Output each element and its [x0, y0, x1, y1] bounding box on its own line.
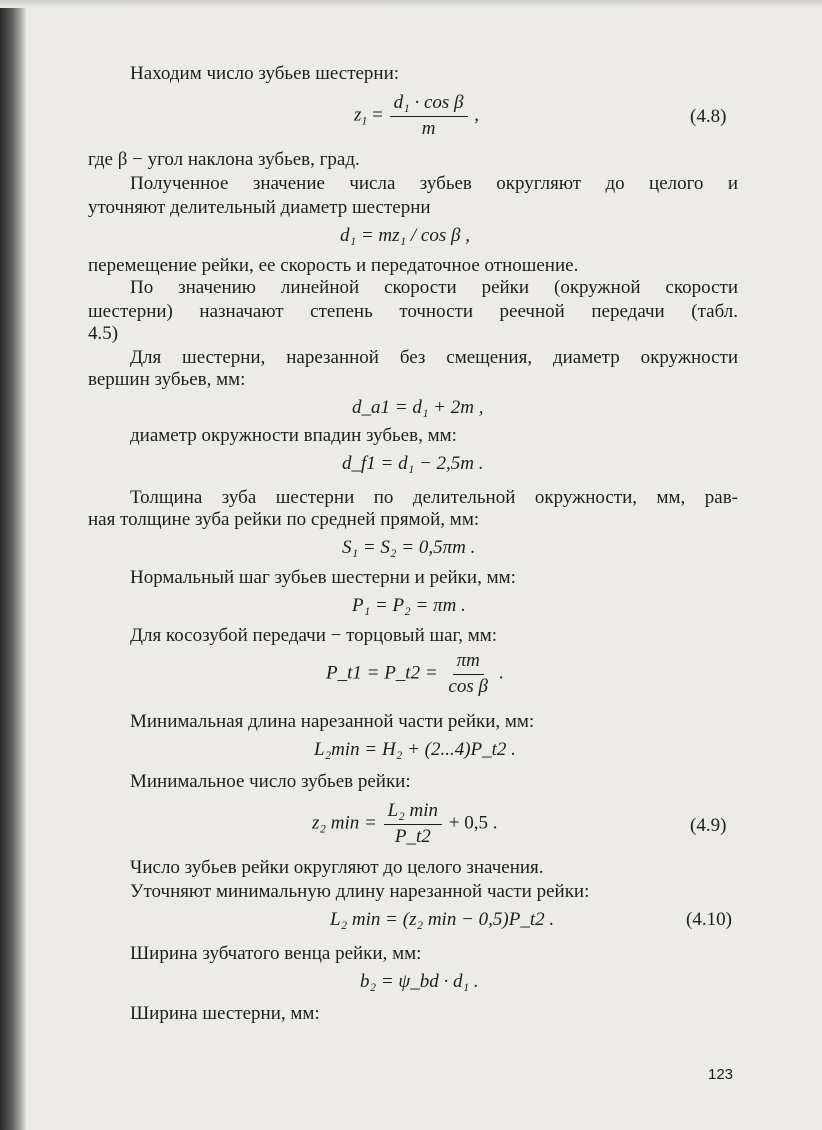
text-line: Ширина зубчатого венца рейки, мм:	[130, 943, 422, 964]
fraction	[384, 800, 442, 848]
equation-da1: d_a1 = d₁ + 2m ,	[352, 397, 484, 418]
text-line: уточняют делительный диаметр шестерни	[88, 197, 431, 218]
text-line: Минимальное число зубьев рейки:	[130, 771, 411, 792]
text-line: шестерни) назначают степень точности реечной передачи (табл.	[88, 301, 738, 322]
equation-l2min: L₂min = H₂ + (2...4)P_t2 .	[314, 739, 516, 760]
equation-number: (4.9)	[690, 815, 727, 836]
text-line: Число зубьев рейки округляют до целого значения.	[130, 857, 544, 878]
text-line: Ширина шестерни, мм:	[130, 1003, 320, 1024]
text-line: 4.5)	[88, 323, 119, 344]
text-line: Нормальный шаг зубьев шестерни и рейки, мм:	[130, 567, 516, 588]
eq-lhs-sub: 1	[361, 113, 368, 128]
text-line: вершин зубьев, мм:	[88, 369, 246, 390]
eq-lhs: P_t1 = P_t2 =	[326, 662, 438, 684]
equation-d1: d₁ = mz₁ / cos β ,	[340, 225, 470, 246]
equation-pt	[326, 650, 503, 698]
fraction-numerator: πm	[453, 650, 484, 675]
text-line: Для косозубой передачи − торцовый шаг, мм:	[130, 625, 498, 646]
page-number: 123	[708, 1066, 734, 1083]
eq-tail: ,	[474, 104, 480, 126]
text-line: По значению линейной скорости рейки (окружной скорости	[130, 277, 738, 298]
text-line: перемещение рейки, ее скорость и передаточное отношение.	[88, 255, 579, 276]
fraction	[390, 92, 468, 140]
fraction-denominator: m	[421, 118, 436, 139]
eq-tail: .	[498, 662, 504, 684]
equation-4-10: L₂ min = (z₂ min − 0,5)P_t2 .	[330, 909, 555, 930]
equation-4-9	[312, 800, 497, 848]
eq-lhs: z	[354, 104, 362, 126]
fraction-denominator: P_t2	[394, 826, 431, 847]
text-line: где β − угол наклона зубьев, град.	[88, 149, 360, 170]
fraction-denominator: cos β	[448, 676, 488, 697]
fraction	[444, 650, 492, 698]
text-line: Для шестерни, нарезанной без смещения, диаметр окружности	[130, 347, 738, 368]
equation-4-8: $z_1$ = $\frac{\text{d₁ · cos β}}{m}$ ,	[354, 92, 480, 139]
text-line: Толщина зуба шестерни по делительной окружности, мм, рав-	[130, 487, 738, 508]
text-line: диаметр окружности впадин зубьев, мм:	[130, 425, 457, 446]
equation-p: P₁ = P₂ = πm .	[352, 595, 466, 616]
equation-b2: b₂ = ψ_bd · d₁ .	[360, 971, 479, 992]
fraction-numerator: d₁ · cos β	[390, 92, 468, 117]
text-line: Полученное значение числа зубьев округляют до целого и	[130, 173, 738, 194]
fraction-numerator: L₂ min	[384, 800, 442, 825]
text-line: Уточняют минимальную длину нарезанной части рейки:	[130, 881, 590, 902]
equation-number: (4.10)	[686, 909, 732, 930]
equation-df1: d_f1 = d₁ − 2,5m .	[342, 453, 484, 474]
equation-number: (4.8)	[690, 106, 727, 127]
text-line: Минимальная длина нарезанной части рейки, мм:	[130, 711, 535, 732]
text-line: ная толщине зуба рейки по средней прямой, мм:	[88, 509, 480, 530]
eq-tail: + 0,5 .	[448, 812, 498, 834]
equation-s: S₁ = S₂ = 0,5πm .	[342, 537, 476, 558]
text-line: Находим число зубьев шестерни:	[130, 63, 400, 84]
eq-lhs: z₂ min =	[312, 812, 377, 834]
